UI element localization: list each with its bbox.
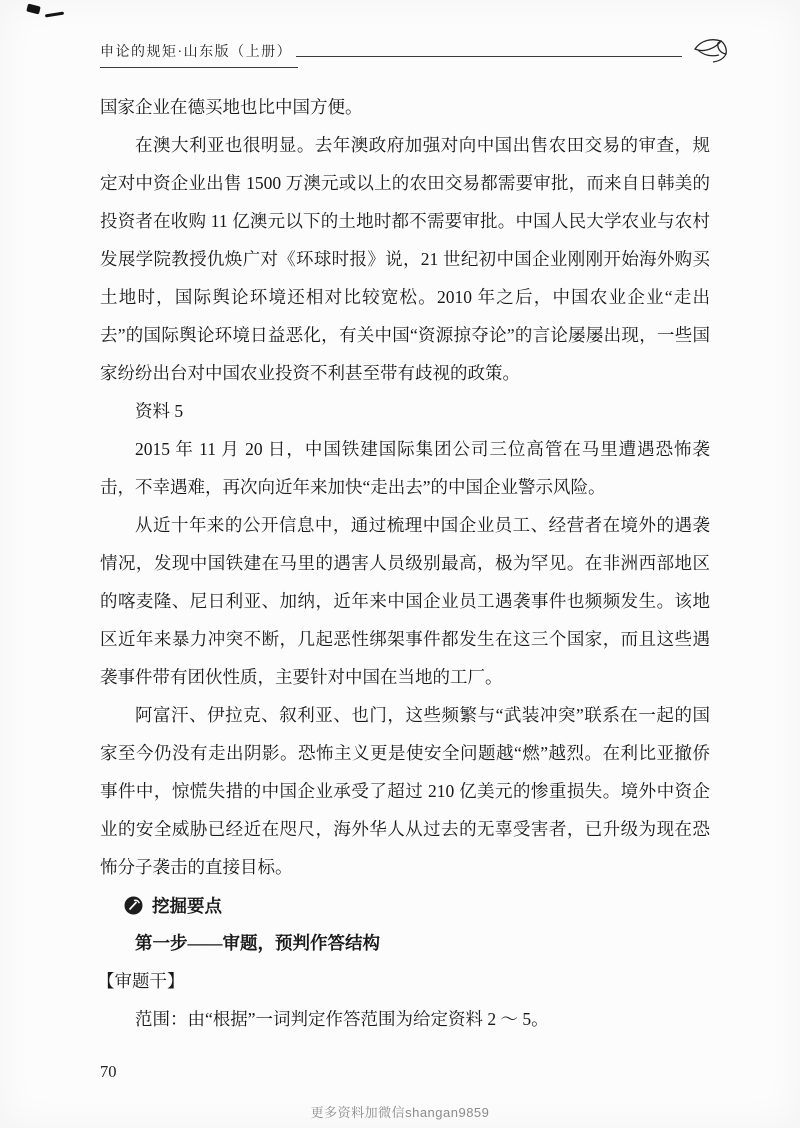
- page-header: [100, 36, 730, 68]
- bracket-heading: 【审题干】: [97, 971, 185, 991]
- material-5-label: 资料 5: [135, 401, 184, 421]
- page-number: 70: [100, 1062, 117, 1081]
- header-title: 申论的规矩·山东版（上册）: [100, 41, 292, 68]
- paragraph: 在澳大利亚也很明显。去年澳政府加强对向中国出售农田交易的审查，规定对中资企业出售 1500 万澳元或以上的农田交易都需要审批，而来自日韩美的投资者在收购 11 亿澳元以下的土地时都不需要审批。中国人民大学农业与农村发展学院教授仇焕广对《环球时报》说，21 世纪初中国企业刚刚开始海外购买土地时，国际舆论环境还相对比较宽松。2010 年之后，中国农业企业“走出去”的国际舆论环境日益恶化，有关中国“资源掠夺论”的言论屡屡出现，一些国家纷纷出台对中国农业投资不利甚至带有歧视的政策。: [100, 135, 710, 383]
- dig-points-icon: [124, 896, 143, 915]
- paragraph: 阿富汗、伊拉克、叙利亚、也门，这些频繁与“武装冲突”联系在一起的国家至今仍没有走出阴影。恐怖主义更是使安全问题越“燃”越烈。在利比亚撤侨事件中，惊慌失措的中国企业承受了超过 210 亿美元的惨重损失。境外中资企业的安全威胁已经近在咫尺，海外华人从过去的无辜受害者，已升级为现在恐怖分子袭击的直接目标。: [100, 705, 710, 877]
- paragraph: 2015 年 11 月 20 日，中国铁建国际集团公司三位高管在马里遭遇恐怖袭击，不幸遇难，再次向近年来加快“走出去”的中国企业警示风险。: [100, 439, 710, 497]
- leaf-icon: [692, 36, 730, 66]
- step-heading: 第一步——审题，预判作答结构: [135, 933, 380, 953]
- dig-points-label: 挖掘要点: [152, 895, 222, 916]
- document-body: [97, 88, 710, 1038]
- dig-points-row: [124, 886, 710, 924]
- watermark: 更多资料加微信shangan9859: [310, 1105, 490, 1120]
- scope-line: 范围：由“根据”一词判定作答范围为给定资料 2 ～ 5。: [135, 1009, 549, 1029]
- paragraph: 从近十年来的公开信息中，通过梳理中国企业员工、经营者在境外的遇袭情况，发现中国铁建在马里的遇害人员级别最高，极为罕见。在非洲西部地区的喀麦隆、尼日利亚、加纳，近年来中国企业员工遇袭事件也频频发生。该地区近年来暴力冲突不断，几起恶性绑架事件都发生在这三个国家，而且这些遇袭事件带有团伙性质，主要针对中国在当地的工厂。: [100, 515, 710, 687]
- scan-artifact: [26, 4, 41, 15]
- scan-artifact: [45, 12, 64, 18]
- header-rule: [296, 56, 682, 57]
- paragraph: 国家企业在德买地也比中国方便。: [100, 97, 363, 117]
